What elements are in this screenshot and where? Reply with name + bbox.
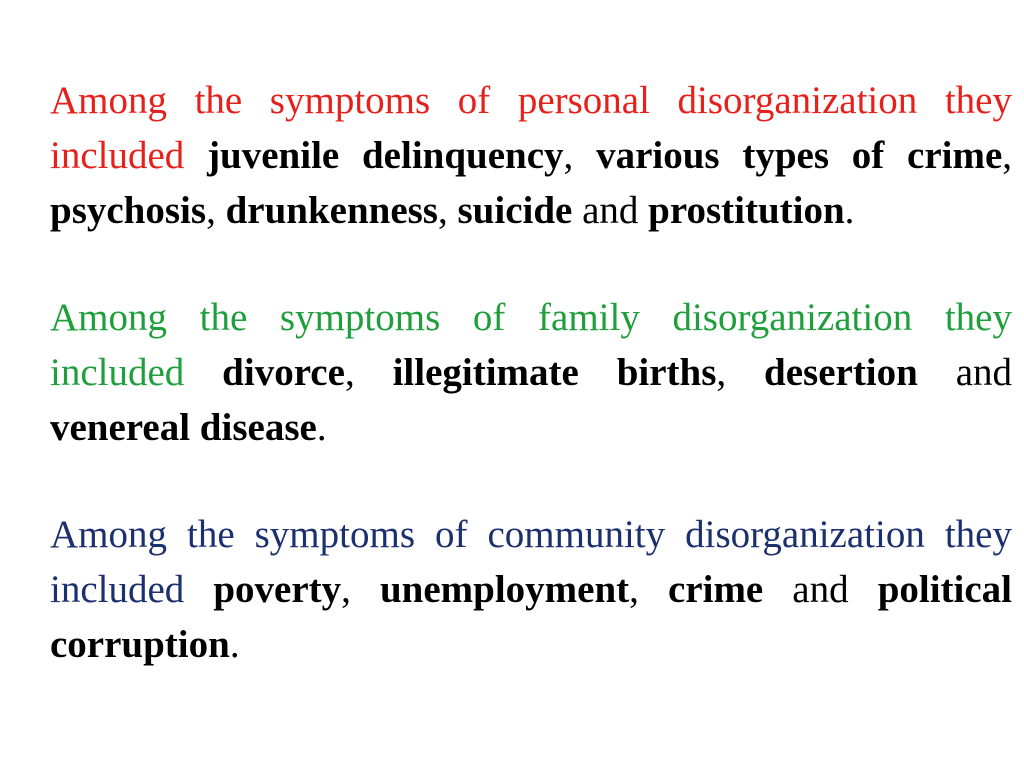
separator-text: and (917, 351, 1013, 394)
symptom-term: divorce (222, 351, 345, 394)
symptom-term: venereal disease (50, 406, 317, 449)
community-disorganization-paragraph (50, 507, 1012, 672)
symptom-term: poverty (213, 568, 342, 611)
separator-text: , (629, 568, 668, 611)
paragraph-lead: Among the symptoms of family disorganization they included (50, 296, 1012, 394)
symptom-term: desertion (764, 351, 918, 394)
paragraph-lead: Among the symptoms of personal disorganization they included (50, 79, 1012, 177)
separator-text: , (344, 351, 393, 394)
separator-text: . (316, 406, 327, 449)
symptom-term: psychosis (50, 189, 207, 232)
separator-text: . (229, 623, 240, 666)
separator-text: , (206, 189, 226, 232)
paragraph-lead: Among the symptoms of community disorganization they included (50, 513, 1012, 611)
symptom-term: crime (667, 568, 764, 611)
personal-disorganization-paragraph (50, 73, 1012, 238)
symptom-term: unemployment (379, 568, 630, 611)
paragraph-segments (50, 351, 1012, 449)
symptom-term: various types of crime (596, 134, 1003, 177)
paragraph-segments (50, 568, 1012, 666)
separator-text: and (572, 189, 649, 232)
separator-text: , (1002, 134, 1013, 177)
separator-text: . (844, 189, 855, 232)
separator-text: , (563, 134, 597, 177)
symptom-term: prostitution (648, 189, 845, 232)
paragraph-segments (50, 134, 1012, 232)
symptom-term: illegitimate births (392, 351, 717, 394)
separator-text: , (716, 351, 765, 394)
symptom-term: drunkenness (225, 189, 438, 232)
symptom-term: juvenile delinquency (207, 134, 564, 177)
symptom-term: suicide (457, 189, 573, 232)
family-disorganization-paragraph (50, 290, 1012, 455)
separator-text: , (438, 189, 458, 232)
symptom-term: political corruption (50, 568, 1013, 666)
separator-text: and (763, 568, 878, 611)
separator-text: , (341, 568, 380, 611)
